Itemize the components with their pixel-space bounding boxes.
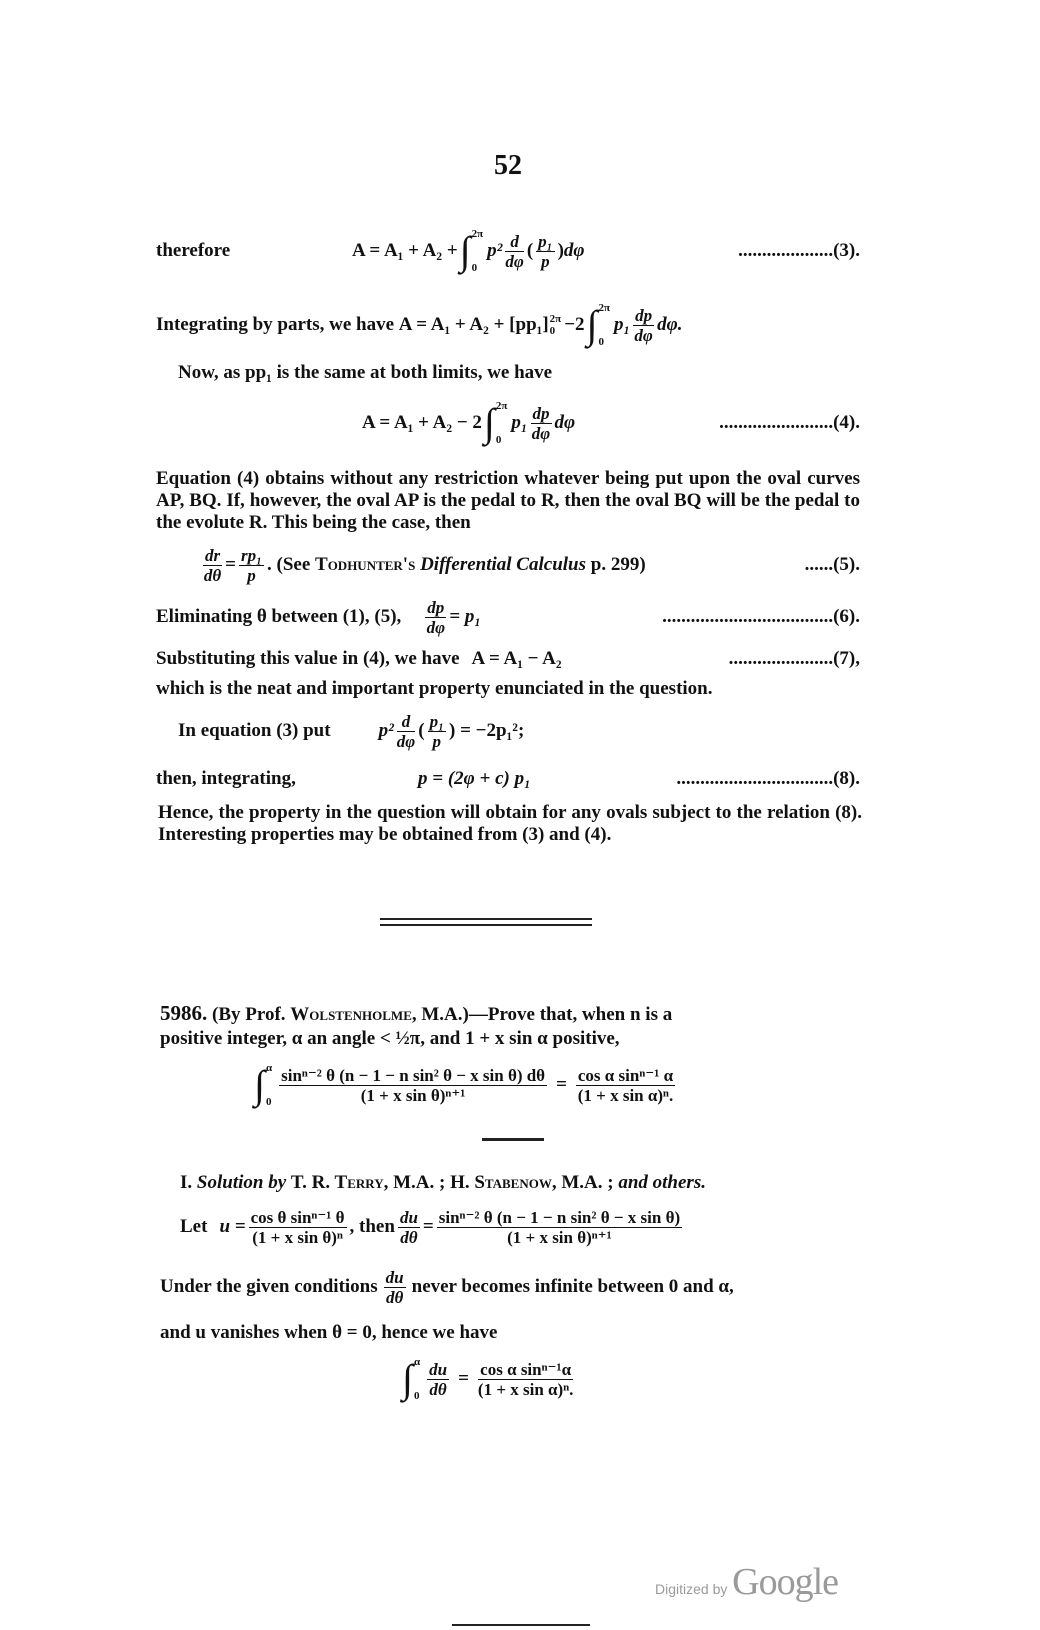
- eq3-ratio: [536, 232, 554, 271]
- denominator: dθ: [385, 1287, 404, 1307]
- lower-limit: 0: [413, 1390, 420, 1402]
- reference-page: p. 299): [590, 554, 646, 575]
- let-line: [180, 1204, 685, 1250]
- now-line: Now, as pp₁ is the same at both limits, we have: [178, 362, 553, 383]
- numerator: dp: [427, 597, 445, 617]
- integral-sign: ∫ α 0: [402, 1356, 421, 1402]
- denominator: dφ: [634, 325, 653, 345]
- put-pre: p²: [378, 720, 394, 741]
- lower-limit: 0: [598, 336, 604, 348]
- u-equals: u =: [219, 1216, 246, 1237]
- paragraph-hence: Hence, the property in the question will obtain for any ovals subject to the relation (8). Interesting properties may be obtained from (3) and (4).: [158, 802, 862, 845]
- equals: =: [225, 554, 236, 575]
- eq8-text: then, integrating,: [156, 768, 296, 789]
- solution-numeral: I.: [180, 1172, 193, 1193]
- then-word: , then: [349, 1216, 395, 1237]
- eq5-dr-dtheta: [203, 546, 222, 585]
- derivative-fraction: [437, 1208, 682, 1247]
- denominator: (1 + x sin θ)ⁿ⁺¹: [507, 1227, 612, 1247]
- put-derivative: [397, 712, 415, 751]
- eq7-tag: ......................(7),: [728, 648, 860, 669]
- integral-sign: ∫ α 0: [254, 1062, 273, 1108]
- under-text-post: never becomes infinite between 0 and α,: [411, 1276, 734, 1297]
- paragraph-equation-4: Equation (4) obtains without any restriction whatever being put upon the oval curves AP, BQ. If, however, the oval AP is the pedal to R, then the oval BQ will be the pedal to the evolute R. This being the case, then: [156, 468, 860, 533]
- put-line: In equation (3) put p² $\frac{d}{d\varphi}$ ( $\frac{\text{p₁}}{p}$ ) = −2p₁²;: [178, 711, 525, 751]
- integrating-by-parts-line: [156, 300, 683, 350]
- eq7-text: Substituting this value in (4), we have: [156, 648, 460, 669]
- eq3-integrand: p²: [487, 240, 503, 261]
- put-ratio: [428, 712, 446, 751]
- vanish-line: and u vanishes when θ = 0, hence we have: [160, 1322, 498, 1343]
- watermark-prefix: Digitized by: [655, 1581, 728, 1597]
- equation-3: A = A₁ + A₂ + ∫ 2π 0 p² $\frac{d}{d\varphi}$ ( $\frac{\text{p₁}}{p}$ ) dφ ....................(3).: [352, 228, 860, 274]
- du-dtheta: [427, 1360, 449, 1399]
- equation-5: [200, 544, 860, 586]
- final-equation: [400, 1354, 576, 1404]
- denominator: (1 + x sin θ)ⁿ⁺¹: [360, 1085, 466, 1105]
- eq6-text: Eliminating θ between (1), (5),: [156, 606, 402, 627]
- bracket-lower: 0: [549, 325, 556, 337]
- rhs-fraction: [478, 1360, 573, 1399]
- denominator: dθ: [429, 1379, 447, 1399]
- parts-dphi: dφ.: [657, 314, 683, 335]
- page-number: 52: [494, 150, 522, 181]
- eq3-derivative: [505, 232, 523, 271]
- rhs-fraction: [576, 1066, 675, 1105]
- eq8-tag: .................................(8).: [676, 768, 860, 789]
- eq6-derivative: [425, 598, 446, 637]
- question-number: 5986.: [160, 1001, 208, 1025]
- equals: =: [458, 1368, 469, 1389]
- eq4-integrand: p₁: [511, 412, 528, 433]
- eq4-lhs: A = A₁ + A₂ − 2: [362, 412, 482, 433]
- equation-4: [362, 398, 860, 448]
- numerator: cos α sinⁿ⁻¹α: [478, 1360, 573, 1380]
- denominator: dφ: [396, 731, 416, 751]
- question-5986-line2: positive integer, α an angle < ½π, and 1 + x sin α positive,: [160, 1028, 620, 1049]
- eq7-expr: A = A₁ − A₂: [471, 648, 562, 669]
- upper-limit: 2π: [598, 302, 611, 314]
- bracket-limits: [550, 313, 562, 337]
- equals: =: [556, 1074, 567, 1095]
- section-divider-top: [380, 918, 592, 920]
- solvers: T. R. Terry, M.A. ; H. Stabenow, M.A. ;: [290, 1172, 614, 1193]
- eq4-dphi: dφ: [554, 412, 576, 433]
- lhs-fraction: [279, 1066, 547, 1105]
- equals: =: [422, 1216, 434, 1237]
- and-others: and others.: [618, 1172, 706, 1193]
- numerator: du: [429, 1359, 448, 1379]
- numerator: sinⁿ⁻² θ (n − 1 − n sin² θ − x sin θ): [438, 1207, 681, 1227]
- equation-7: [156, 648, 860, 670]
- denominator: (1 + x sin α)ⁿ.: [477, 1379, 574, 1399]
- numerator: dr: [205, 545, 221, 565]
- eq5-tag: ......(5).: [804, 554, 860, 575]
- denominator: dφ: [531, 423, 551, 443]
- reference-author: Todhunter's: [315, 554, 416, 575]
- solution-by: Solution by: [196, 1172, 287, 1193]
- numerator: p₁: [429, 711, 444, 731]
- upper-limit: α: [265, 1062, 273, 1074]
- numerator: du: [385, 1267, 404, 1287]
- eq5-ratio: [239, 546, 264, 585]
- question-by: (By Prof.: [212, 1004, 286, 1025]
- integral-sign: ∫ 2π 0: [459, 228, 484, 274]
- du-dtheta: [398, 1208, 420, 1247]
- watermark-brand: Google: [732, 1561, 838, 1603]
- integral-sign: ∫ 2π 0: [483, 400, 508, 446]
- eq6-rhs: = p₁: [449, 606, 481, 627]
- question-author: Wolstenholme: [290, 1004, 412, 1025]
- bottom-rule: [452, 1624, 590, 1626]
- parts-derivative: [633, 306, 654, 345]
- denominator: dφ: [505, 251, 524, 271]
- equation-8: [156, 768, 860, 790]
- denominator: p: [541, 251, 550, 271]
- which-line: which is the neat and important property enunciated in the question.: [156, 678, 713, 699]
- question-text-1: , M.A.)—Prove that, when n is a: [411, 1004, 673, 1025]
- upper-limit: 2π: [495, 400, 508, 412]
- numerator: cos α sinⁿ⁻¹ α: [577, 1065, 674, 1085]
- denominator: p: [432, 731, 442, 751]
- parts-expr: A = A₁ + A₂ + [pp₁]: [398, 314, 549, 335]
- integral-sign: ∫ 2π 0: [586, 302, 611, 348]
- parts-integrand: p₁: [614, 314, 631, 335]
- numerator: p₁: [538, 231, 553, 251]
- short-divider: [482, 1138, 544, 1141]
- denominator: p: [247, 565, 256, 585]
- parts-minus: −2: [564, 314, 585, 335]
- upper-limit: α: [413, 1356, 421, 1368]
- denominator: dθ: [400, 1227, 418, 1247]
- under-text: Under the given conditions: [160, 1276, 378, 1297]
- eq8-expr: p = (2φ + c) p₁: [418, 768, 531, 789]
- numerator: du: [399, 1207, 418, 1227]
- denominator: dφ: [426, 617, 446, 637]
- lower-limit: 0: [265, 1096, 272, 1108]
- section-divider-bottom: [380, 924, 592, 926]
- numerator: sinⁿ⁻² θ (n − 1 − n sin² θ − x sin θ) dθ: [281, 1065, 546, 1085]
- du-dtheta: [384, 1268, 406, 1307]
- denominator: (1 + x sin α)ⁿ.: [577, 1085, 674, 1105]
- denominator: dθ: [203, 565, 222, 585]
- therefore-label: therefore: [156, 240, 231, 261]
- denominator: (1 + x sin θ)ⁿ: [252, 1227, 343, 1247]
- question-5986-equation: [252, 1060, 678, 1110]
- numerator: cos θ sinⁿ⁻¹ θ: [250, 1207, 345, 1227]
- put-rhs: = −2p₁²;: [460, 720, 525, 741]
- google-watermark: [655, 1560, 838, 1604]
- u-fraction: [249, 1208, 347, 1247]
- put-text: In equation (3) put: [178, 720, 331, 741]
- parts-text: Integrating by parts, we have: [156, 314, 395, 335]
- solution-heading: [180, 1172, 706, 1194]
- reference-book: Differential Calculus: [420, 554, 586, 575]
- eq4-derivative: [531, 404, 552, 443]
- numerator: dp: [635, 305, 653, 325]
- numerator: d: [397, 712, 415, 732]
- under-line: [160, 1264, 734, 1310]
- let-word: Let: [180, 1216, 208, 1237]
- numerator: dp: [532, 403, 550, 423]
- eq3-lhs: A = A₁ + A₂ +: [352, 240, 458, 261]
- eq4-tag: ........................(4).: [719, 412, 860, 433]
- lower-limit: 0: [495, 434, 502, 446]
- eq6-tag: ....................................(6).: [662, 606, 860, 627]
- equation-6: [156, 596, 860, 638]
- bracket-upper: 2π: [549, 313, 562, 325]
- upper-limit: 2π: [471, 228, 484, 240]
- question-5986-line1: [160, 1002, 672, 1026]
- ref-prefix: . (See: [267, 554, 311, 575]
- numerator: d: [505, 232, 523, 252]
- eq3-tag: ....................(3).: [738, 240, 860, 261]
- lower-limit: 0: [471, 262, 478, 274]
- numerator: rp₁: [240, 545, 262, 565]
- eq3-dphi: dφ: [563, 240, 585, 261]
